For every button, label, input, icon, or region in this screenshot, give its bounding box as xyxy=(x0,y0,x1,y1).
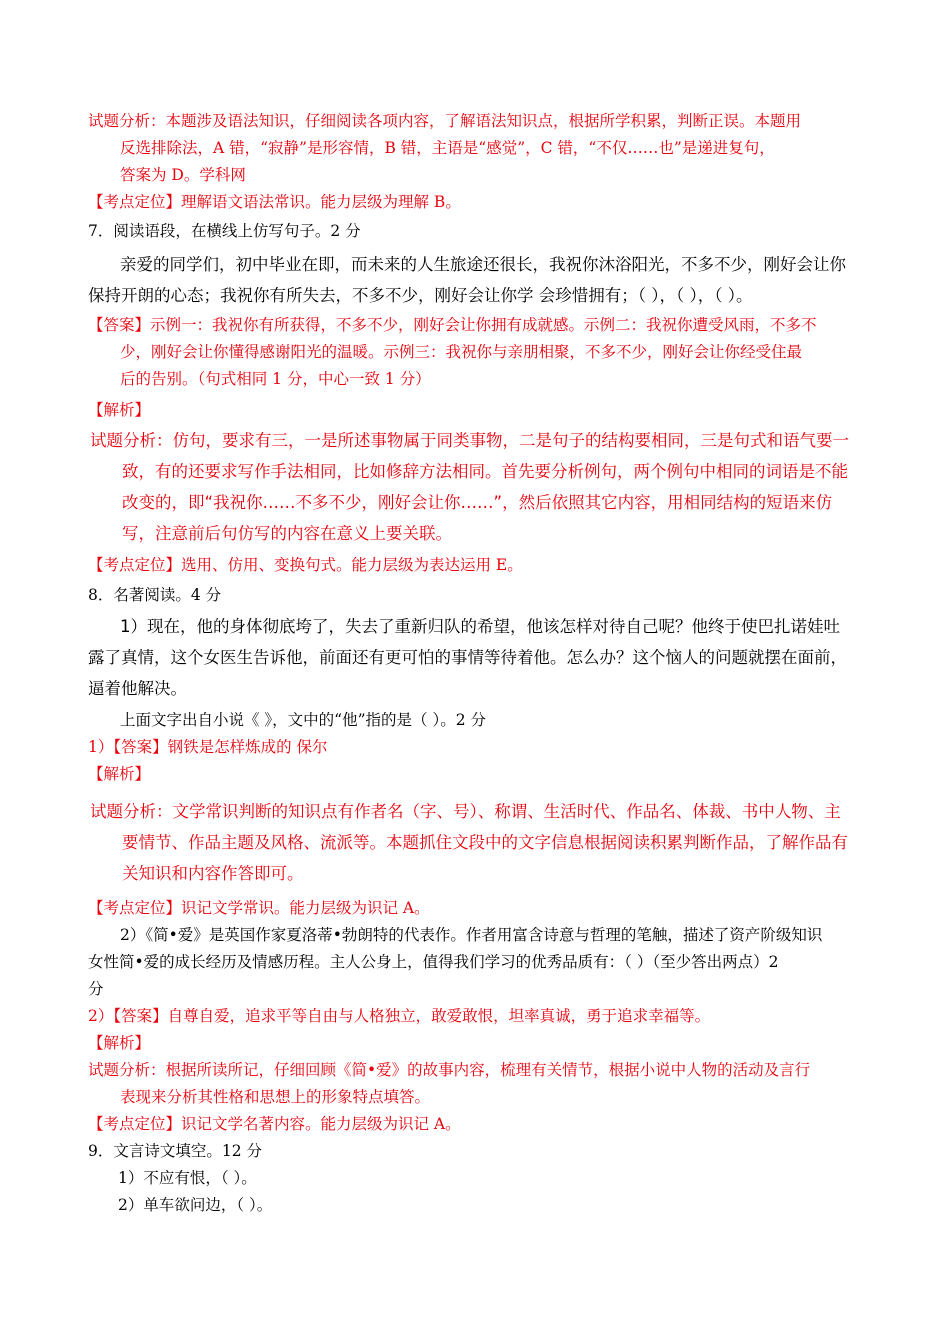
q6-kaodian: 【考点定位】理解语文语法常识。能力层级为理解 B。 xyxy=(88,193,461,211)
q8-kaodian-2: 【考点定位】识记文学名著内容。能力层级为识记 A。 xyxy=(88,1115,461,1133)
q9-item-2: 2）单车欲问边，（ ）。 xyxy=(118,1196,273,1214)
q7-answer-line-1: 【答案】示例一：我祝你有所获得，不多不少，刚好会让你拥有成就感。示例二：我祝你遭受风雨，不多不 xyxy=(88,316,817,334)
q8-kaodian-1: 【考点定位】识记文学常识。能力层级为识记 A。 xyxy=(88,899,430,917)
q8-section xyxy=(88,582,878,609)
q7-passage-line-1: 亲爱的同学们，初中毕业在即，而未来的人生旅途还很长，我祝你沐浴阳光，不多不少，刚好会让你 xyxy=(120,255,846,274)
q8-question-2-line-2: 女性简•爱的成长经历及情感历程。主人公身上，值得我们学习的优秀品质有：（ ）（至少答出两点）2 xyxy=(88,953,779,971)
q7-answer-line-2: 少，刚好会让你懂得感谢阳光的温暖。示例三：我祝你与亲朋相聚，不多不少，刚好会让你经受住最 xyxy=(120,343,803,361)
q8-analysis-1-line-2: 要情节、作品主题及风格、流派等。本题抓住文段中的文字信息根据阅读积累判断作品，了解作品有 xyxy=(122,833,848,852)
q7-section xyxy=(88,218,878,245)
q6-analysis-line-3: 答案为 D。学科网 xyxy=(120,166,246,184)
q6-analysis-line-2: 反选排除法，A 错，“寂静”是形容情，B 错，主语是“感觉”，C 错，“不仅……也”是递进复句， xyxy=(120,139,775,157)
q7-analysis-line-3: 改变的，即“我祝你……不多不少，刚好会让你……”，然后依照其它内容，用相同结构的短语来仿 xyxy=(122,493,833,512)
q6-analysis-line-1: 试题分析：本题涉及语法知识，仔细阅读各项内容，了解语法知识点，根据所学积累，判断正误。本题用 xyxy=(88,112,802,130)
q8-question-1: 上面文字出自小说《 》，文中的“他”指的是（ ）。2 分 xyxy=(120,711,486,729)
q7-passage xyxy=(88,249,878,311)
q9-item-1: 1）不应有恨，（ ）。 xyxy=(118,1169,257,1187)
q7-analysis-line-1: 试题分析：仿句，要求有三，一是所述事物属于同类事物，二是句子的结构要相同，三是句式和语气要一 xyxy=(90,431,849,450)
q7-kaodian-wrap xyxy=(88,552,878,579)
q8-analysis-2-line-1: 试题分析：根据所读所记，仔细回顾《简•爱》的故事内容，梳理有关情节，根据小说中人物的活动及言行 xyxy=(88,1061,811,1079)
q7-passage-line-2: 保持开朗的心态；我祝你有所失去，不多不少，刚好会让你学 会珍惜拥有；（ ），（ ），（ ）。 xyxy=(88,286,753,305)
q7-answer-line-3: 后的告别。（句式相同 1 分，中心一致 1 分） xyxy=(120,370,431,388)
q8-answer-2: 2）【答案】自尊自爱，追求平等自由与人格独立，敢爱敢恨，坦率真诚，勇于追求幸福等。 xyxy=(88,1007,711,1025)
q7-analysis-line-2: 致，有的还要求写作手法相同，比如修辞方法相同。首先要分析例句，两个例句中相同的词语是不能 xyxy=(122,462,848,481)
q8-analysis-2-line-2: 表现来分析其性格和思想上的形象特点填答。 xyxy=(120,1088,431,1106)
q8-question-2-line-1: 2）《简•爱》是英国作家夏洛蒂•勃朗特的代表作。作者用富含诗意与哲理的笔触，描述了资产阶级知识 xyxy=(120,926,823,944)
q8-passage-line-3: 逼着他解决。 xyxy=(88,679,187,698)
q7-analysis-line-4: 写，注意前后句仿写的内容在意义上要关联。 xyxy=(122,524,452,543)
q8-jiexi-1: 【解析】 xyxy=(88,765,151,783)
q8-passage-line-1: 1）现在，他的身体彻底垮了，失去了重新归队的希望，他该怎样对待自己呢？他终于使巴扎诺娃吐 xyxy=(120,617,840,636)
q8-part1 xyxy=(88,707,878,788)
q8-analysis-1 xyxy=(90,796,880,889)
q8-part2 xyxy=(88,895,878,1138)
q9-title: 9．文言诗文填空。12 分 xyxy=(88,1142,263,1160)
q8-analysis-1-line-1: 试题分析：文学常识判断的知识点有作者名（字、号）、称谓、生活时代、作品名、体裁、书中人物、主 xyxy=(90,802,841,821)
q7-title: 7．阅读语段，在横线上仿写句子。2 分 xyxy=(88,222,361,240)
q6-section xyxy=(88,108,878,216)
q9-section xyxy=(88,1138,878,1219)
q8-analysis-1-line-3: 关知识和内容作答即可。 xyxy=(122,864,304,883)
q7-answer xyxy=(88,312,878,424)
q8-passage-line-2: 露了真情，这个女医生告诉他，前面还有更可怕的事情等待着他。怎么办？这个恼人的问题就摆在面前， xyxy=(88,648,847,667)
q8-question-2-line-3: 分 xyxy=(88,980,104,998)
q8-passage xyxy=(88,611,878,704)
q7-analysis xyxy=(90,425,880,549)
q8-title: 8．名著阅读。4 分 xyxy=(88,586,222,604)
q7-kaodian: 【考点定位】选用、仿用、变换句式。能力层级为表达运用 E。 xyxy=(88,556,523,574)
q8-answer-1: 1）【答案】钢铁是怎样炼成的 保尔 xyxy=(88,738,328,756)
q7-jiexi-label: 【解析】 xyxy=(88,401,151,419)
q8-jiexi-2: 【解析】 xyxy=(88,1034,151,1052)
